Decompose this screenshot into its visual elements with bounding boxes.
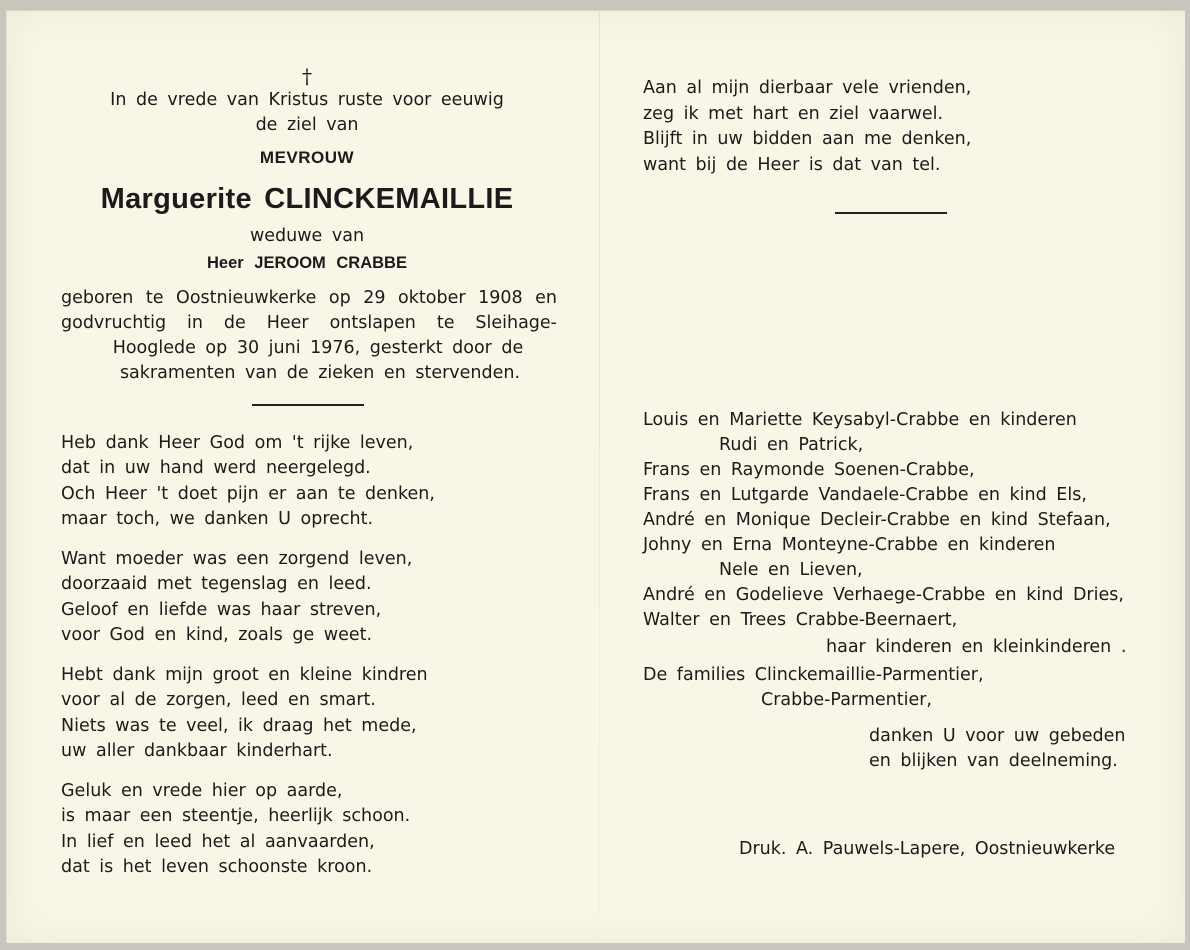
family-line: Johny en Erna Monteyne-Crabbe en kinderen [643,534,1056,555]
family-list [643,408,1153,660]
families-line: De families Clinckemaillie-Parmentier, [643,664,984,685]
farewell-stanza [643,76,1153,178]
poem-line: want bij de Heer is dat van tel. [643,154,941,175]
poem-line: doorzaaid met tegenslag en leed. [61,574,372,594]
cross-icon: † [302,64,312,88]
poem-line: zeg ik met hart en ziel vaarwel. [643,103,944,124]
bio-block [47,286,557,386]
family-line: Nele en Lieven, [719,559,863,580]
poem-line: Aan al mijn dierbaar vele vrienden, [643,78,972,98]
thanks-line: en blijken van deelneming. [869,750,1118,771]
stanza [47,547,567,649]
poem-line: voor al de zorgen, leed en smart. [61,690,376,710]
bio-line: geboren te Oostnieuwkerke op 29 oktober 1908 en [61,288,557,308]
right-panel [643,76,1153,862]
family-line: Louis en Mariette Keysabyl-Crabbe en kinderen [643,409,1077,430]
printer-credit: Druk. A. Pauwels-Lapere, Oostnieuwkerke [739,838,1116,859]
deceased-name: Marguerite CLINCKEMAILLIE [100,183,514,215]
poem-line: dat in uw hand werd neergelegd. [61,458,371,478]
bio-line: Hooglede op 30 juni 1976, gesterkt door de [112,338,524,358]
memorial-card [6,10,1185,943]
poem-line: Want moeder was een zorgend leven, [61,548,413,569]
poem-line: Geloof en liefde was haar streven, [61,599,382,620]
poem-line: Hebt dank mijn groot en kleine kindren [61,664,428,685]
poem-line: Blijft in uw bidden aan me denken, [643,129,972,149]
family-line: Frans en Raymonde Soenen-Crabbe, [643,459,975,480]
poem-line: Geluk en vrede hier op aarde, [61,780,343,801]
family-line: haar kinderen en kleinkinderen . [826,636,1127,657]
widow-of: weduwe van [249,226,365,246]
poem-line: voor God en kind, zoals ge weet. [61,625,373,645]
stanza [47,663,567,765]
stanza [47,431,567,533]
poem-line: is maar een steentje, heerlijk schoon. [61,806,411,826]
poem-line: maar toch, we danken U oprecht. [61,509,374,529]
poem-line: Och Heer 't doet pijn er aan te denken, [61,483,435,504]
title-mevrouw: MEVROUW [259,148,355,167]
thanks-block [643,724,1153,774]
families-block [643,663,1153,713]
poem-line: uw aller dankbaar kinderhart. [61,741,333,761]
thanks-line: danken U voor uw gebeden [869,725,1126,746]
left-panel [47,63,567,881]
family-line: André en Monique Decleir-Crabbe en kind Stefaan, [643,509,1111,530]
divider [252,404,364,406]
family-line: André en Godelieve Verhaege-Crabbe en kind Dries, [643,584,1124,605]
bio-line: sakramenten van de zieken en stervenden. [119,363,521,383]
divider [835,212,947,214]
husband-name: Heer JEROOM CRABBE [207,254,407,272]
intro-line: de ziel van [255,115,359,135]
family-line: Frans en Lutgarde Vandaele-Crabbe en kind Els, [643,484,1087,505]
poem-line: Heb dank Heer God om 't rijke leven, [61,432,414,453]
family-line: Rudi en Patrick, [719,434,864,455]
intro-line: In de vrede van Kristus ruste voor eeuwig [110,90,504,110]
family-line: Walter en Trees Crabbe-Beernaert, [643,609,958,630]
stanza [47,779,567,881]
poem-line: Niets was te veel, ik draag het mede, [61,715,417,736]
bio-line: godvruchtig in de Heer ontslapen te Sleihage- [61,313,557,333]
families-line: Crabbe-Parmentier, [761,689,932,710]
poem-line: In lief en leed het al aanvaarden, [61,831,375,852]
fold-line [599,11,600,943]
poem-line: dat is het leven schoonste kroon. [61,857,373,877]
